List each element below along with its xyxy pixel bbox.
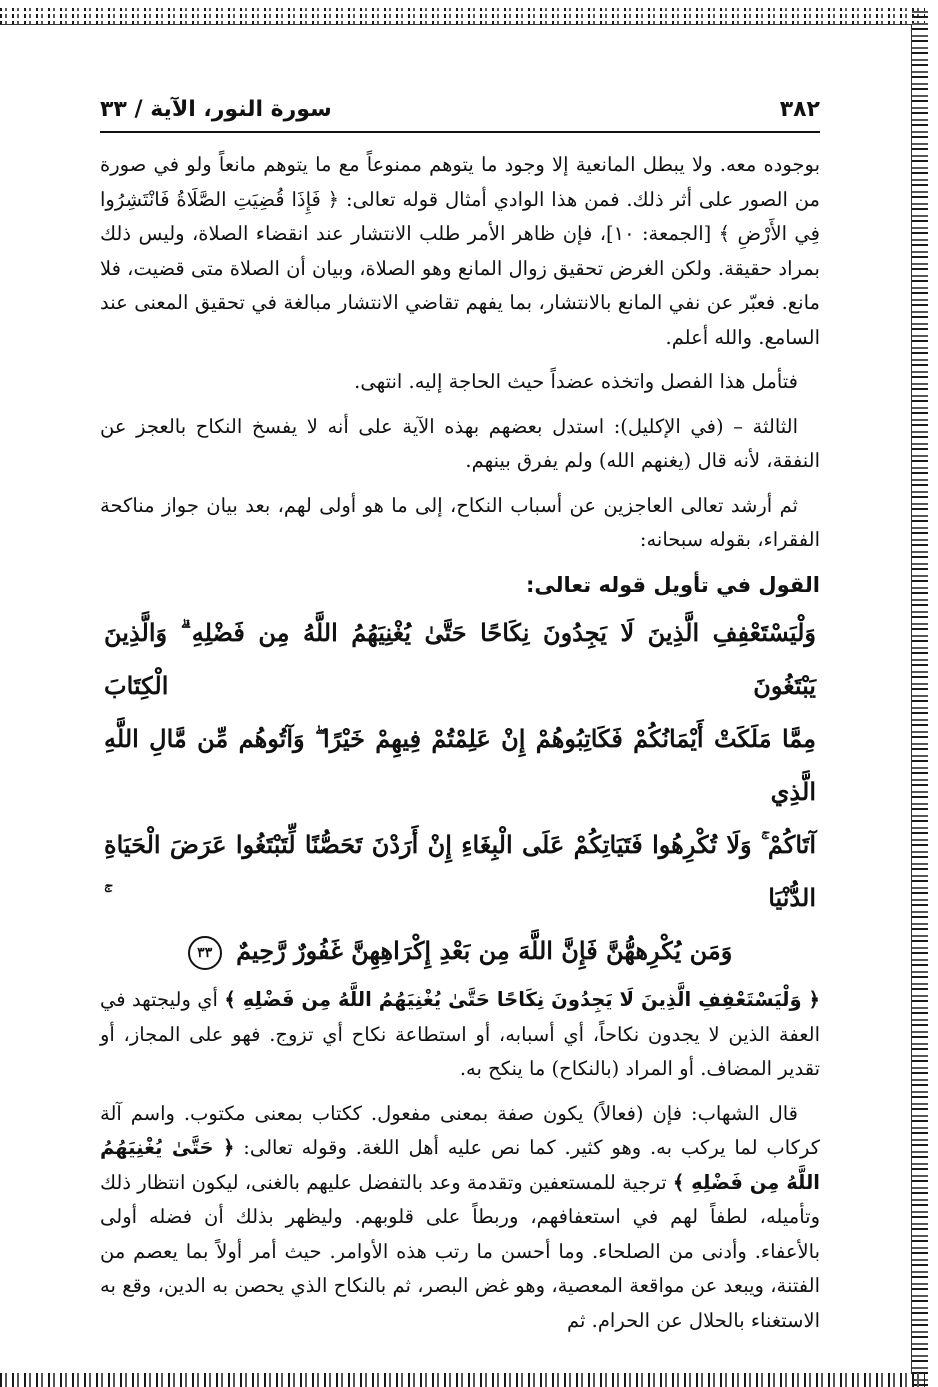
decorative-border-right	[912, 8, 928, 1386]
verse-line-4: وَمَن يُكْرِههُّنَّ فَإِنَّ اللَّهَ مِن بَعْدِ إِكْرَاهِهِنَّ غَفُورٌ رَّحِيمٌ	[236, 936, 733, 965]
frame-line-right	[911, 24, 912, 1374]
page-header	[100, 82, 820, 122]
paragraph-5	[100, 983, 820, 1087]
paragraph-4: ثم أرشد تعالى العاجزين عن أسباب النكاح، إلى ما هو أولى لهم، بعد بيان جواز مناكحة الفقراء، بقوله سبحانه:	[100, 493, 820, 551]
ayah-number-marker: ٣٣	[188, 936, 222, 970]
decorative-border-top	[0, 8, 925, 24]
paragraph-6-text-b: ترجية للمستعفين وتقدمة وعد بالتفضل عليهم بالغنى، ليكون انتظار ذلك وتأميله، لطفاً لهم في استعفافهم، وربطاً على قلوبهم. وليظهر بذلك أن فضله أولى بالأعفاء. وأدنى من الصلحاء. وما أحسن ما رتب هذه الأوامر. حيث أمر أولاً بما يعصم من الفتنة، ويبعد عن مواقعة المعصية، وهو غض البصر، ثم بالنكاح الذي يحصن به الدين، وقع به الاستغناء بالحلال عن الحرام. ثم	[100, 1170, 820, 1332]
paragraph-5-text: أي وليجتهد في العفة الذين لا يجدون نكاحاً، أي أسبابه، أو استطاعة نكاح أي تزوج. فهو على المجاز، أو تقدير المضاف. أو المراد (بالنكاح) ما ينكح به.	[100, 988, 820, 1080]
paragraph-6-text-a: قال الشهاب: فإن (فعالاً) يكون صفة بمعنى مفعول. ككتاب بمعنى مكتوب. واسم آلة كركاب لما يركب به. وهو كثير. كما نص عليه أهل اللغة. وقوله تعالى:	[100, 1101, 820, 1159]
paragraph-6	[100, 1097, 820, 1339]
header-rule	[100, 131, 820, 133]
paragraph-1: بوجوده معه. ولا يبطل المانعية إلا وجود ما يتوهم ممنوعاً مع ما يتوهم مانعاً ولو في صورة من الصور على أثر ذلك. فمن هذا الوادي أمثال قوله تعالى: ﴿ فَإِذَا قُضِيَتِ الصَّلَاةُ فَانْتَشِرُوا فِي الأَرْضِ ﴾ [الجمعة: ١٠]، فإن ظاهر الأمر طلب الانتشار عند انقضاء الصلاة، وليس ذلك بمراد حقيقة. ولكن الغرض تحقيق زوال المانع وهو الصلاة، وبيان أن الصلاة متى قضيت، فلا مانع. فعبّر عن نفي المانع بالانتشار، بما يفهم تقاضي الانتشار مبالغة في تحقيق المعنى عند السامع. والله أعلم.	[100, 153, 820, 349]
page-number: ٣٨٢	[779, 97, 820, 122]
verse-quote-2: ﴿ حَتَّىٰ يُغْنِيَهُمُ اللَّهُ مِن فَضْلِهِ ﴾	[100, 1136, 820, 1194]
paragraph-3: الثالثة – (في الإكليل): استدل بعضهم بهذه الآية على أنه لا يفسخ النكاح بالعجز عن النفقة، لأنه قال (يغنهم الله) ولم يفرق بينهم.	[100, 414, 820, 472]
verse-line-3: آتَاكُمْ ۚ وَلَا تُكْرِهُوا فَتَيَاتِكُمْ عَلَى الْبِغَاءِ إِنْ أَرَدْنَ تَحَصُّنًا لِّتَبْتَغُوا عَرَضَ الْحَيَاةِ الدُّنْيَا ۚ	[104, 830, 816, 912]
frame-line-top	[0, 24, 912, 25]
verse-line-1: وَلْيَسْتَعْفِفِ الَّذِينَ لَا يَجِدُونَ نِكَاحًا حَتَّىٰ يُغْنِيَهُمُ اللَّهُ مِن فَضْلِهِ ۗ وَالَّذِينَ يَبْتَغُونَ الْكِتَابَ	[104, 618, 816, 700]
section-heading: القول في تأويل قوله تعالى:	[526, 572, 820, 597]
verse-quote-1: ﴿ وَلْيَسْتَعْفِفِ الَّذِينَ لَا يَجِدُونَ نِكَاحًا حَتَّىٰ يُغْنِيَهُمُ اللَّهُ مِن فَضْلِهِ ﴾	[224, 988, 820, 1011]
decorative-border-bottom	[0, 1373, 925, 1387]
verse-line-4-wrapper	[104, 924, 816, 977]
surah-title: سورة النور، الآية / ٣٣	[100, 97, 332, 122]
page-body	[100, 148, 820, 1348]
verse-line-2: مِمَّا مَلَكَتْ أَيْمَانُكُمْ فَكَاتِبُوهُمْ إِنْ عَلِمْتُمْ فِيهِمْ خَيْرًا ۖ وَآتُوهُم مِّن مَّالِ اللَّهِ الَّذِي	[104, 724, 816, 806]
paragraph-2: فتأمل هذا الفصل واتخذه عضداً حيث الحاجة إليه. انتهى.	[354, 370, 798, 393]
quran-verse-block	[100, 606, 820, 977]
